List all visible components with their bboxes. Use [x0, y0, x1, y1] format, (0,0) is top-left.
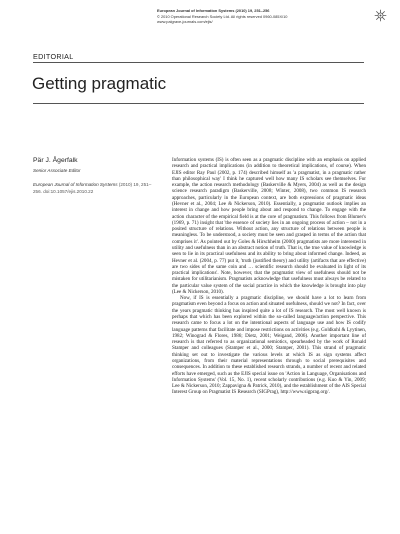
body-paragraph: Information systems (IS) is often seen as a pragmatic discipline with an emphasis on applied research and practical implications (in addition to theoretical implications, of course). When EJIS editor Ray Paul (2002, p. 174) described himself as 'a pragmatist, in a pragmatic rather than philosophical way' I think he captured well how many IS scholars see themselves. For example, the action research methodology (Baskerville & Myers, 2004) as well as the design science research paradigm (Baskerville, 2008; Winter, 2008), two common IS research approaches, particularly in the European context, are both expressions of pragmatic ideas (Hevner et al., 2004; Lee & Nickerson, 2010). Essentially, a pragmatist outlook implies an interest in change and how people bring about and respond to change. To engage with the action character of the empirical field is at the core of pragmatism. This follows from Blumer's (1969, p. 71) insight that 'the essence of society lies in an ongoing process of action – not in a posited structure of relations. Without action, any structure of relations between people is meaningless. To be understood, a society must be seen and grasped in terms of the action that comprises it'. As pointed out by Goles & Hirschheim (2000) pragmatists are more interested in utility and usefulness than in an abstract notion of truth. That is, the true value of knowledge is seen to lie in its practical usefulness and its ability to bring about informed change. Indeed, as Hevner et al. (2004, p. 77) put it, 'truth (justified theory) and utility (artifacts that are effective) are two sides of the same coin and … scientific research should be evaluated in light of its practical implications'. Note, however, that the pragmatist view of usefulness should not be mistaken for utilitarianism. Pragmatists acknowledge that usefulness must always be related to the particular value system of the social practice in which the knowledge is brought into play (Lee & Nickerson, 2010). — [172, 157, 366, 295]
article-title: Getting pragmatic — [32, 74, 167, 93]
copyright-line: © 2010 Operational Research Society Ltd. All rights reserved 0960-085X/10 — [157, 13, 288, 19]
article-body — [172, 157, 366, 507]
journal-header — [157, 8, 372, 25]
citation-journal: European Journal of Information Systems — [33, 182, 118, 187]
publisher-logo-icon — [374, 9, 387, 22]
journal-url[interactable]: www.palgrave-journals.com/ejis/ — [157, 19, 213, 25]
title-divider — [33, 62, 364, 63]
author-block — [33, 157, 153, 196]
author-name: Pär J. Ågerfalk — [33, 157, 78, 164]
author-role: Senior Associate Editor — [33, 168, 81, 173]
content-divider — [33, 103, 364, 104]
journal-citation-line: European Journal of Information Systems (2010) 19, 251–256 — [157, 8, 270, 13]
section-label: EDITORIAL — [33, 52, 74, 61]
citation-details: (2010) 19, 251–256. doi:10.1057/ejis.2010.22 — [33, 182, 152, 194]
article-citation — [33, 182, 153, 196]
body-paragraph: Now, if IS is essentially a pragmatic discipline, we should have a lot to learn from pragmatism even beyond a focus on action and situated usefulness, should we not? In fact, over the years pragmatic thinking has inspired quite a lot of IS research. The most well known is perhaps that which has been explored within the so-called language/action perspective. This research came to focus a lot on the intentional aspects of language use and how IS codify language patterns that facilitate and impose restrictions on activities (e.g. Goldkuhl & Lyytinen, 1982; Winograd & Flores, 1986; Dietz, 2001; Weigand, 2006). Another important line of research is that referred to as organizational semiotics, spearheaded by the work of Ronald Stamper and colleagues (Stamper et al., 2000; Stamper, 2001). This strand of pragmatic thinking set out to investigate the various levels at which IS as sign systems affect organizations, from their material representations through to social prerequisites and consequences. In addition to these established research strands, a number of recent and related efforts have emerged, such as the EJIS special issue on 'Action in Language, Organisations and Information Systems' (Vol. 15, No. 1), recent scholarly contributions (e.g. Kuo & Yin, 2009; Lee & Nickerson, 2010; Zappavigna & Patrick, 2010), and the establishment of the AIS Special Interest Group on Pragmatist IS Research (SIGPrag), http://www.sigprag.org/. — [172, 295, 366, 396]
